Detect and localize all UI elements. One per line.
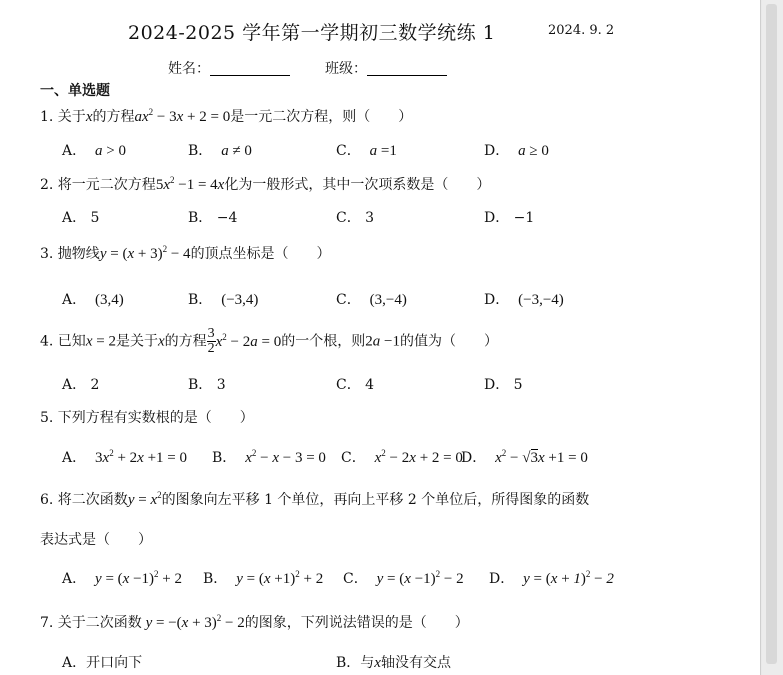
q4-stem-a: 4. 已知 <box>40 333 86 350</box>
q3-option-a: A． (3,4) <box>62 292 124 308</box>
q1-option-b: B． a ≠ 0 <box>188 143 252 159</box>
q4-option-c: C． 4 <box>336 377 375 393</box>
q2-option-a: A． 5 <box>62 210 100 226</box>
q3-option-b: B． (−3,4) <box>188 292 259 308</box>
question-7 <box>40 612 469 632</box>
q4-option-a: A． 2 <box>62 377 100 393</box>
name-label: 姓名： <box>168 61 210 77</box>
q3-stem-a: 3. 抛物线 <box>40 246 100 262</box>
q7-equation: $y = -(x + 3)^2 - 2$ <box>145 613 245 631</box>
question-1 <box>40 106 412 126</box>
q1-var-x: x <box>85 109 93 125</box>
q7-option-b: B．与x轴没有交点 <box>336 655 451 671</box>
q1-stem-a: 1. 关于 <box>40 109 86 125</box>
q2-stem-b: 化为一般形式，其中一次项系数是（ ） <box>224 177 491 193</box>
q5-option-b: B． $x^2 - x - 3 = 0$ <box>212 448 326 466</box>
q2-option-d: D． −1 <box>484 210 535 226</box>
scrollbar-thumb[interactable] <box>766 4 777 664</box>
q4-var-x: x <box>157 333 165 350</box>
q1-stem-c: 是一元二次方程，则（ ） <box>230 109 413 125</box>
q4-stem-c: 的方程 <box>164 333 207 350</box>
q5-option-a: A． $3x^2 + 2x +1 = 0$ <box>62 448 187 466</box>
q4-fraction: $\frac{3}{2}$ <box>207 326 215 356</box>
q1-option-a: A． a > 0 <box>62 143 126 159</box>
question-5: 5. 下列方程有实数根的是（ ） <box>40 410 254 426</box>
q1-stem-b: 的方程 <box>92 109 135 125</box>
q6-option-b: B． $y = (x +1)^2 + 2$ <box>203 569 324 587</box>
section-title: 一、单选题 <box>40 83 110 99</box>
question-2 <box>40 174 490 194</box>
q6-option-a: A． $y = (x -1)^2 + 2$ <box>62 569 183 587</box>
question-6-line-2: 表达式是（ ） <box>40 532 152 548</box>
q4-stem-d: 的一个根，则 <box>281 333 366 350</box>
q3-stem-b: 的顶点坐标是（ ） <box>190 246 331 262</box>
class-blank <box>367 61 447 76</box>
q2-stem-a: 2. 将一元二次方程 <box>40 177 156 193</box>
q2-option-c: C． 3 <box>336 210 375 226</box>
q4-root: x = 2 <box>85 333 116 350</box>
q7-option-a: A．开口向下 <box>62 655 143 671</box>
question-4 <box>40 327 498 356</box>
question-6 <box>40 489 589 509</box>
question-3 <box>40 243 331 263</box>
q6-equation: $y = x^2$ <box>127 490 162 508</box>
q2-option-b: B． −4 <box>188 210 238 226</box>
name-blank <box>210 61 290 76</box>
q3-option-c: C． (3,−4) <box>336 292 407 308</box>
class-field <box>325 58 447 78</box>
q5-option-c: C． $x^2 - 2x + 2 = 0$ <box>341 448 463 466</box>
q6-stem-a: 6. 将二次函数 <box>40 492 128 508</box>
q4-stem-b: 是关于 <box>115 333 158 350</box>
q3-equation: $y = (x + 3)^2 - 4$ <box>99 244 191 262</box>
q1-option-d: D． a ≥ 0 <box>484 143 549 159</box>
q6-option-c: C． $y = (x -1)^2 - 2$ <box>343 569 464 587</box>
q3-option-d: D． (−3,−4) <box>484 292 564 308</box>
class-label: 班级： <box>325 61 367 77</box>
q4-option-b: B． 3 <box>188 377 226 393</box>
q6-stem-b: 的图象向左平移 1 个单位，再向上平移 2 个单位后，所得图象的函数 <box>161 492 590 508</box>
q4-expr: 2a −1 <box>365 333 400 350</box>
q5-option-d: D． $x^2 - √3x +1 = 0$ <box>461 448 588 466</box>
q7-stem-b: 的图象，下列说法错误的是（ ） <box>244 615 469 631</box>
q4-option-d: D． 5 <box>484 377 523 393</box>
page-title: 2024-2025 学年第一学期初三数学统练 1 <box>128 22 496 44</box>
name-field <box>168 58 290 78</box>
date-label: 2024. 9. 2 <box>548 23 615 38</box>
q1-option-c: C． a =1 <box>336 143 397 159</box>
q2-equation: $5x^2 -1 = 4x$ <box>155 175 225 193</box>
q4-equation: $x^2 - 2a = 0$ <box>215 331 282 350</box>
q7-stem-a: 7. 关于二次函数 <box>40 615 142 631</box>
q6-option-d: D． $y = (x + 1)^2 - 2$ <box>489 569 614 587</box>
q4-stem-e: 的值为（ ） <box>399 333 498 350</box>
q1-equation: $ax^2 - 3x + 2 = 0$ <box>134 107 231 125</box>
